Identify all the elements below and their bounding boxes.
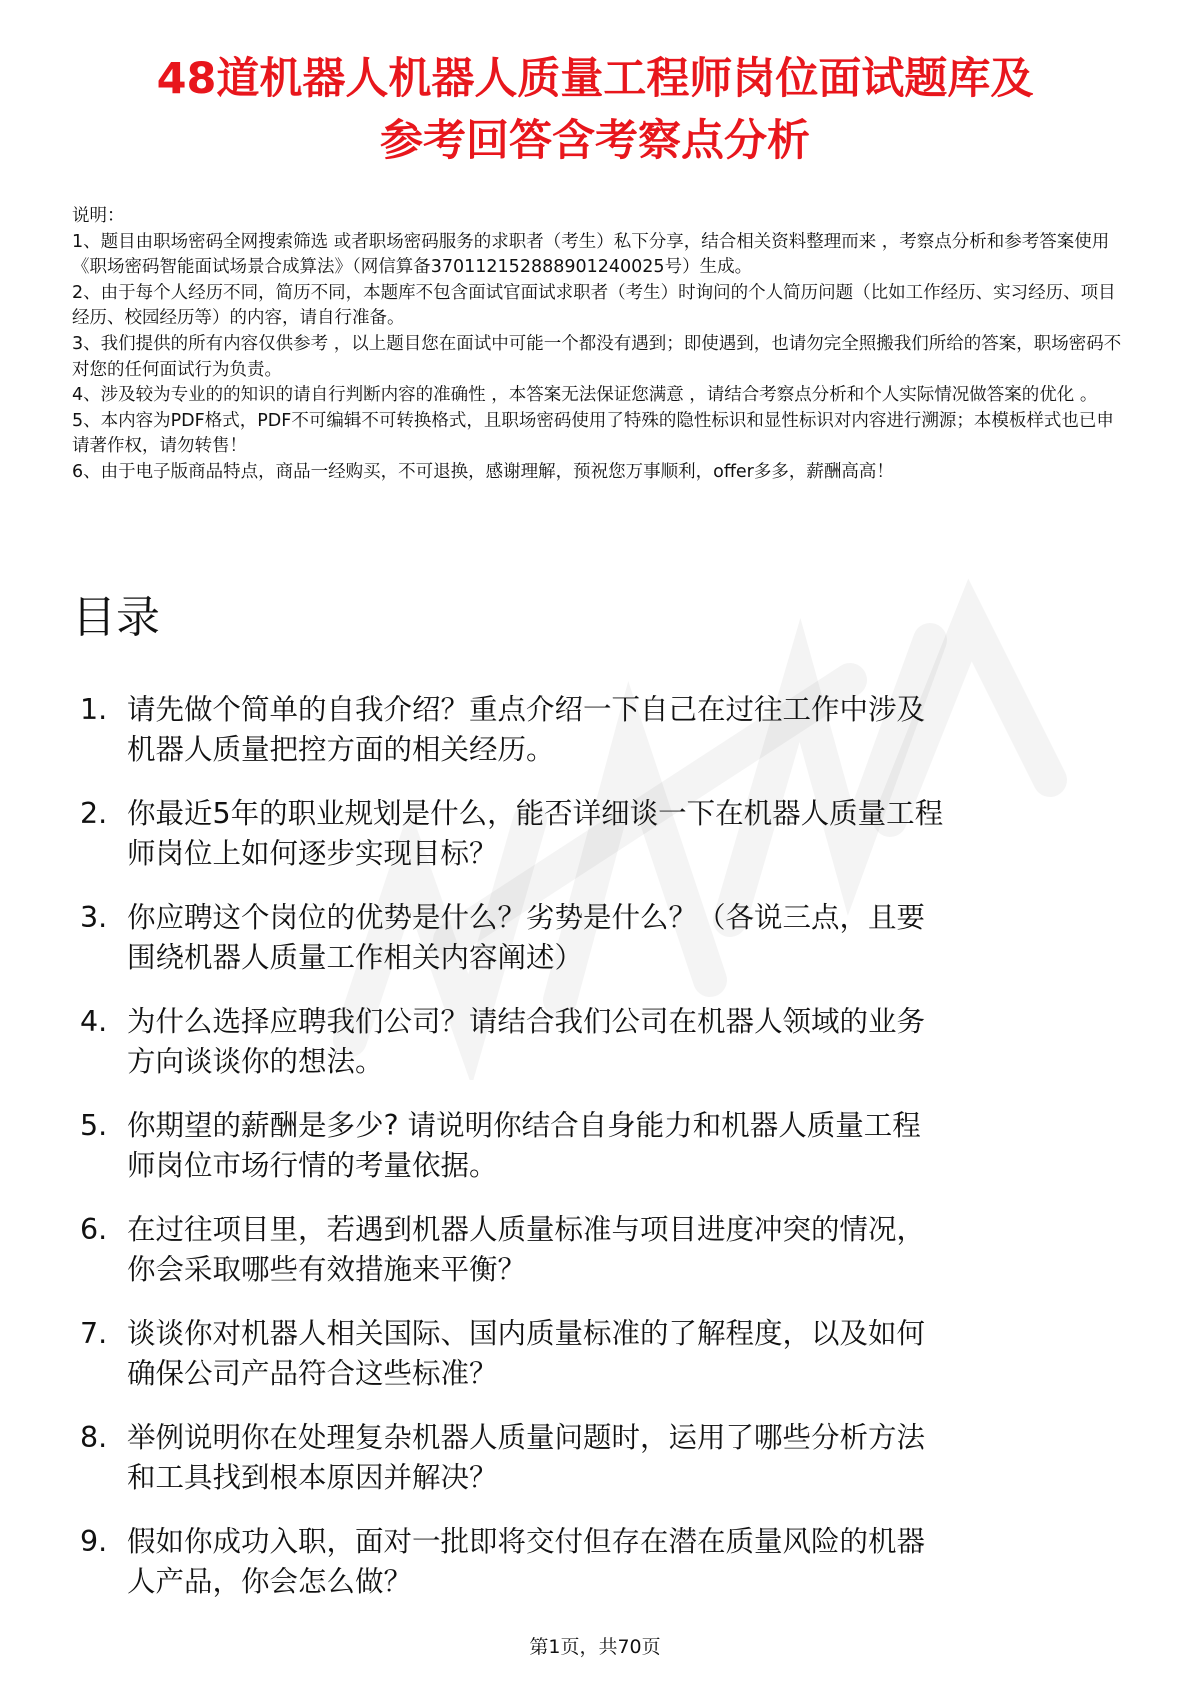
toc-item-number: 2. bbox=[80, 797, 108, 830]
title-line-2: 参考回答含考察点分析 bbox=[380, 116, 810, 166]
toc-item-text-line: 你会采取哪些有效措施来平衡？ bbox=[127, 1253, 527, 1286]
toc-item-text-line: 师岗位市场行情的考量依据。 bbox=[127, 1149, 498, 1182]
toc-item-text-line: 围绕机器人质量工作相关内容阐述） bbox=[127, 941, 584, 974]
toc-item-text-line: 方向谈谈你的想法。 bbox=[127, 1045, 384, 1078]
toc-item-number: 3. bbox=[80, 901, 108, 934]
toc-item-number: 7. bbox=[80, 1317, 108, 1350]
instruction-item-6: 6、由于电子版商品特点，商品一经购买，不可退换，感谢理解，预祝您万事顺利，offer多多，薪酬高高！ bbox=[72, 461, 894, 482]
instruction-item-5: 5、本内容为PDF格式，PDF不可编辑不可转换格式，且职场密码使用了特殊的隐性标识和显性标识对内容进行溯源；本模板样式也已申请著作权，请勿转售！ bbox=[72, 410, 1114, 457]
toc-item-text-line: 你期望的薪酬是多少? 请说明你结合自身能力和机器人质量工程 bbox=[127, 1109, 921, 1142]
toc-heading: 目录 bbox=[72, 592, 160, 643]
toc-item-number: 9. bbox=[80, 1525, 108, 1558]
table-of-contents bbox=[72, 690, 1132, 1626]
instructions-block bbox=[72, 204, 1122, 486]
page-footer: 第1页，共70页 bbox=[529, 1636, 661, 1658]
toc-item-number: 5. bbox=[80, 1109, 108, 1142]
toc-item-text-line: 假如你成功入职，面对一批即将交付但存在潜在质量风险的机器 bbox=[127, 1525, 926, 1558]
toc-item-number: 4. bbox=[80, 1005, 108, 1038]
toc-item-2[interactable] bbox=[72, 794, 1132, 898]
document-title bbox=[60, 48, 1130, 172]
toc-item-text-line: 你最近5年的职业规划是什么，能否详细谈一下在机器人质量工程 bbox=[127, 797, 944, 830]
toc-item-7[interactable] bbox=[72, 1314, 1132, 1418]
toc-item-3[interactable] bbox=[72, 898, 1132, 1002]
toc-item-text-line: 请先做个简单的自我介绍？重点介绍一下自己在过往工作中涉及 bbox=[127, 693, 926, 726]
instructions-heading: 说明： bbox=[72, 206, 125, 226]
toc-item-text-line: 师岗位上如何逐步实现目标？ bbox=[127, 837, 498, 870]
instruction-item-1: 1、题目由职场密码全网搜索筛选 或者职场密码服务的求职者（考生）私下分享，结合相关资料整理而来 ，考察点分析和参考答案使用《职场密码智能面试场景合成算法》（网信算备370112152888901240025号）生成。 bbox=[72, 231, 1110, 278]
toc-item-4[interactable] bbox=[72, 1002, 1132, 1106]
toc-item-text-line: 机器人质量把控方面的相关经历。 bbox=[127, 733, 555, 766]
toc-item-text-line: 和工具找到根本原因并解决？ bbox=[127, 1461, 498, 1494]
toc-item-text-line: 谈谈你对机器人相关国际、国内质量标准的了解程度，以及如何 bbox=[127, 1317, 926, 1350]
toc-item-number: 6. bbox=[80, 1213, 108, 1246]
toc-item-text-line: 在过往项目里，若遇到机器人质量标准与项目进度冲突的情况， bbox=[127, 1213, 926, 1246]
toc-item-number: 8. bbox=[80, 1421, 108, 1454]
toc-item-text-line: 举例说明你在处理复杂机器人质量问题时，运用了哪些分析方法 bbox=[127, 1421, 926, 1454]
title-line-1: 48道机器人机器人质量工程师岗位面试题库及 bbox=[156, 54, 1034, 104]
instruction-item-4: 4、涉及较为专业的的知识的请自行判断内容的准确性 ，本答案无法保证您满意 ，请结合考察点分析和个人实际情况做答案的优化 。 bbox=[72, 385, 1098, 406]
toc-item-text-line: 人产品，你会怎么做？ bbox=[127, 1565, 413, 1598]
toc-item-1[interactable] bbox=[72, 690, 1132, 794]
toc-item-6[interactable] bbox=[72, 1210, 1132, 1314]
instruction-item-3: 3、我们提供的所有内容仅供参考 ，以上题目您在面试中可能一个都没有遇到；即使遇到，也请勿完全照搬我们所给的答案，职场密码不对您的任何面试行为负责。 bbox=[72, 333, 1122, 380]
instruction-item-2: 2、由于每个人经历不同，简历不同，本题库不包含面试官面试求职者（考生）时询问的个人简历问题（比如工作经历、实习经历、项目经历、校园经历等）的内容，请自行准备。 bbox=[72, 282, 1116, 329]
toc-item-text-line: 确保公司产品符合这些标准？ bbox=[127, 1357, 498, 1390]
toc-item-text-line: 你应聘这个岗位的优势是什么？劣势是什么？（各说三点，且要 bbox=[127, 901, 926, 934]
toc-item-text-line: 为什么选择应聘我们公司？请结合我们公司在机器人领域的业务 bbox=[127, 1005, 926, 1038]
toc-item-8[interactable] bbox=[72, 1418, 1132, 1522]
toc-item-number: 1. bbox=[80, 693, 108, 726]
toc-item-5[interactable] bbox=[72, 1106, 1132, 1210]
toc-item-9[interactable] bbox=[72, 1522, 1132, 1626]
